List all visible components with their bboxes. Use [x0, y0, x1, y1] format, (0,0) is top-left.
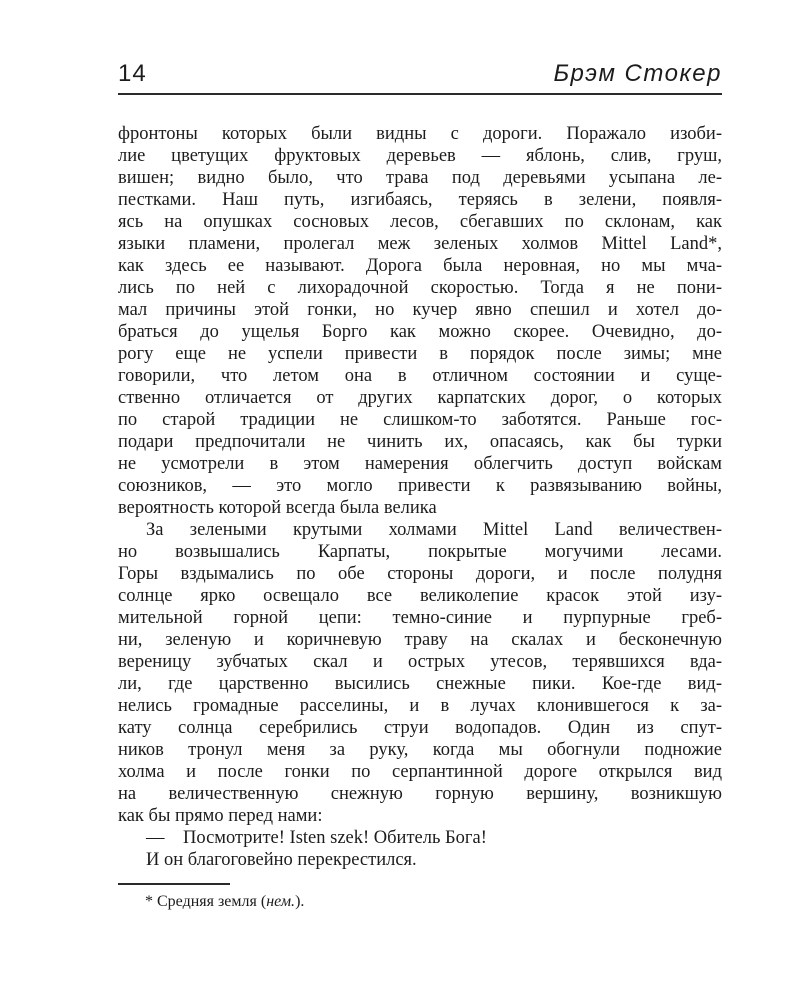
text-line: рогу еще не успели привести в порядок после зимы; мне	[118, 344, 722, 364]
text-line: союзников, — это могло привести к развязыванию войны,	[118, 476, 722, 496]
text-line: как здесь ее называют. Дорога была неровная, но мы мча-	[118, 256, 722, 276]
text-line: ли, где царственно высились снежные пики. Кое-где вид-	[118, 674, 722, 694]
text-line: мал причины этой гонки, но кучер явно спешил и хотел до-	[118, 300, 722, 320]
text-line: вероятность которой всегда была велика	[118, 498, 437, 518]
text-line: солнце ярко освещало все великолепие красок этой изу-	[118, 586, 722, 606]
footnote-marker-and-text: * Средняя земля (	[145, 893, 267, 910]
text-line: языки пламени, пролегал меж зеленых холмов Mittel Land*,	[118, 234, 722, 254]
text-line: ни, зеленую и коричневую траву на скалах и бесконечную	[118, 630, 722, 650]
text-line: мительной горной цепи: темно-синие и пурпурные греб-	[118, 608, 722, 628]
body-text	[118, 123, 722, 871]
text-line: говорили, что летом она в отличном состоянии и суще-	[118, 366, 722, 386]
text-line: подари предпочитали не чинить их, опасаясь, как бы турки	[118, 432, 722, 452]
text-line: ясь на опушках сосновых лесов, сбегавших по склонам, как	[118, 212, 722, 232]
text-line: фронтоны которых были видны с дороги. Поражало изоби-	[118, 124, 722, 144]
text-line: вишен; видно было, что трава под деревьями усыпана ле-	[118, 168, 722, 188]
page-header	[118, 60, 722, 95]
footnote-language-abbrev: нем.	[266, 893, 296, 910]
text-line: браться до ущелья Борго как можно скорее. Очевидно, до-	[118, 322, 722, 342]
text-line: И он благоговейно перекрестился.	[146, 850, 417, 870]
running-title-author: Брэм Стокер	[553, 60, 722, 87]
text-line: кату солнца серебрились струи водопадов. Один из спут-	[118, 718, 722, 738]
text-line: лие цветущих фруктовых деревьев — яблонь, слив, груш,	[118, 146, 722, 166]
page-number: 14	[118, 60, 147, 87]
text-line: холма и после гонки по серпантинной дороге открылся вид	[118, 762, 722, 782]
text-line: вереницу зубчатых скал и острых утесов, терявшихся вда-	[118, 652, 722, 672]
footnote-separator-rule	[118, 883, 230, 885]
text-line: — Посмотрите! Isten szek! Обитель Бога!	[146, 828, 487, 848]
footnote	[118, 883, 722, 911]
footnote-text	[118, 892, 722, 911]
text-line: по старой традиции не слишком-то заботятся. Раньше гос-	[118, 410, 722, 430]
text-line: пестками. Наш путь, изгибаясь, теряясь в зелени, появля-	[118, 190, 722, 210]
page-content	[118, 60, 722, 911]
text-line: как бы прямо перед нами:	[118, 806, 323, 826]
text-line: ников тронул меня за руку, когда мы обогнули подножие	[118, 740, 722, 760]
text-line: ственно отличается от других карпатских дорог, о которых	[118, 388, 722, 408]
text-line: на величественную снежную горную вершину, возникшую	[118, 784, 722, 804]
text-line: нелись громадные расселины, и в лучах клонившегося к за-	[118, 696, 722, 716]
text-line: но возвышались Карпаты, покрытые могучими лесами.	[118, 542, 722, 562]
footnote-closing: ).	[295, 893, 305, 910]
text-line: лись по ней с лихорадочной скоростью. Тогда я не пони-	[118, 278, 722, 298]
text-line: Горы вздымались по обе стороны дороги, и после полудня	[118, 564, 722, 584]
text-line: не усмотрели в этом намерения облегчить доступ войскам	[118, 454, 722, 474]
text-line: За зелеными крутыми холмами Mittel Land величествен-	[146, 520, 722, 540]
